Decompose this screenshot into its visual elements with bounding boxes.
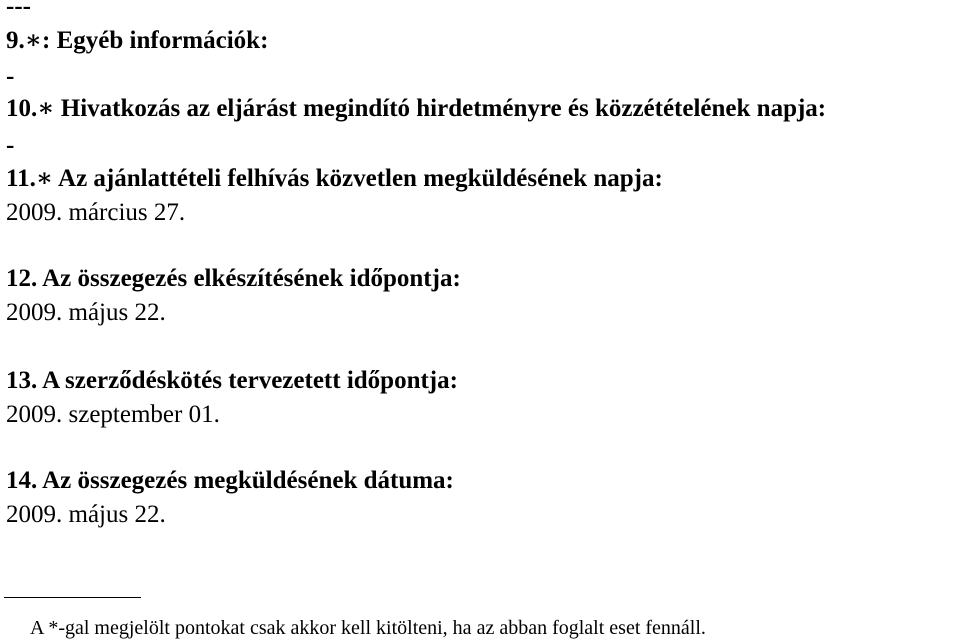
- item-12-value: 2009. május 22.: [6, 299, 166, 326]
- item-14-heading: 14. Az összegezés megküldésének dátuma:: [6, 467, 454, 494]
- item-9-heading: 9.∗: Egyéb információk:: [6, 27, 269, 54]
- item-9-value: -: [6, 63, 15, 90]
- item-13-value: 2009. szeptember 01.: [6, 401, 220, 428]
- item-10-heading: 10.∗ Hivatkozás az eljárást megindító hirdetményre és közzétételének napja:: [6, 95, 827, 122]
- item-14-value: 2009. május 22.: [6, 501, 166, 528]
- item-12-heading: 12. Az összegezés elkészítésének időpontja:: [6, 265, 461, 292]
- line-dashes: ---: [6, 0, 31, 20]
- item-11-heading: 11.∗ Az ajánlattételi felhívás közvetlen megküldésének napja:: [6, 165, 663, 192]
- footnote-separator: [4, 597, 141, 598]
- item-13-heading: 13. A szerződéskötés tervezetett időpontja:: [6, 367, 458, 394]
- footnote-text: A *-gal megjelölt pontokat csak akkor kell kitölteni, ha az abban foglalt eset fennáll.: [30, 617, 706, 639]
- item-10-value: -: [6, 132, 15, 159]
- item-11-value: 2009. március 27.: [6, 199, 186, 226]
